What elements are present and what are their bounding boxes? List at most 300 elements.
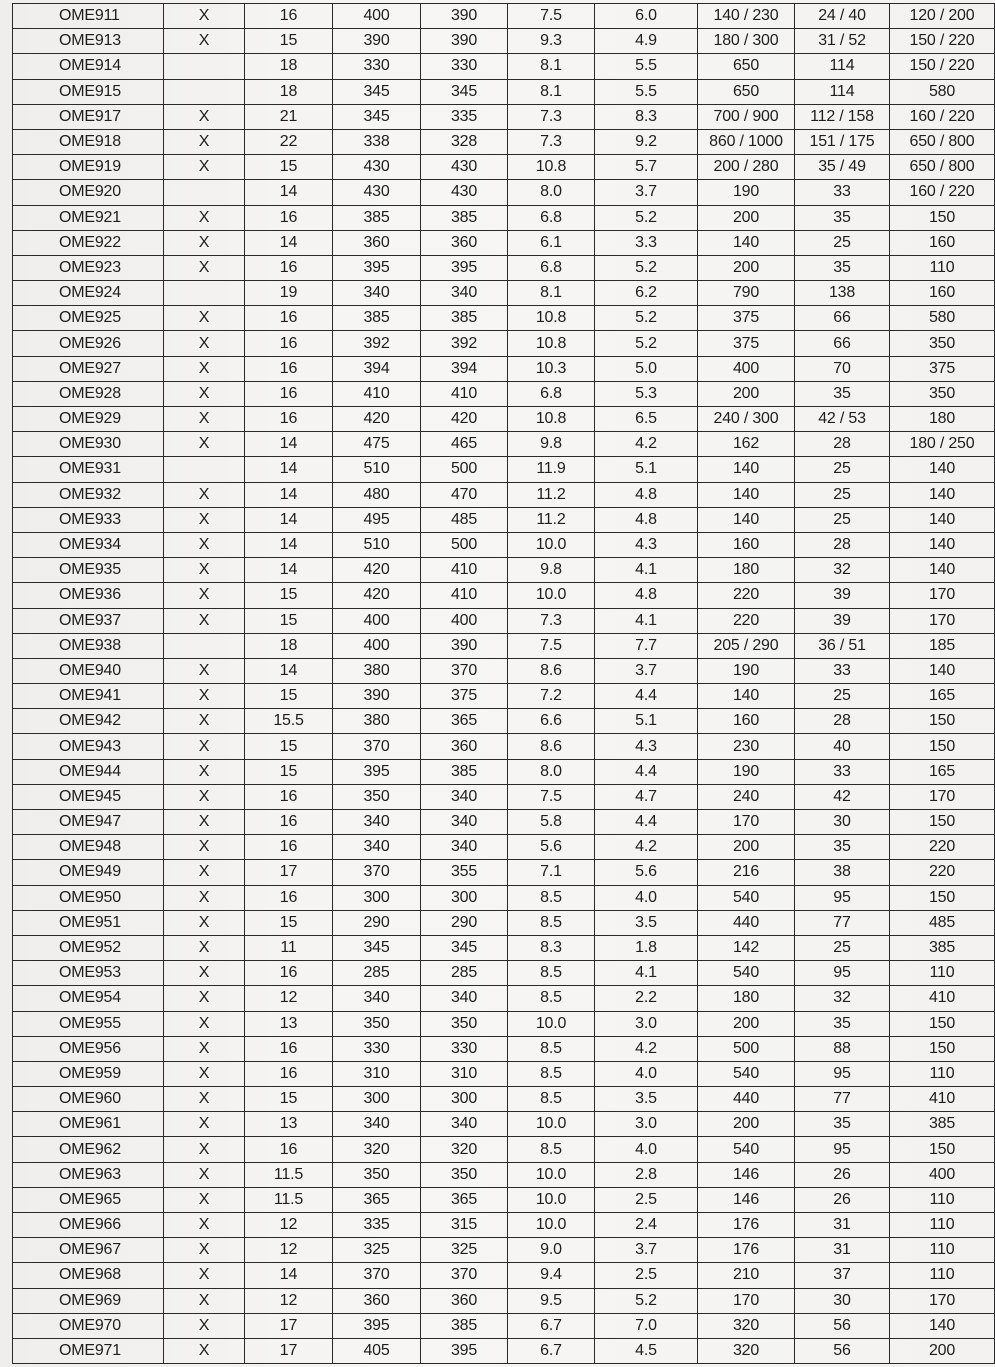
value-cell: 340	[421, 1112, 508, 1137]
value-cell: 3.3	[595, 230, 698, 255]
part-number-cell: OME925	[13, 306, 164, 331]
spring-spec-table	[12, 3, 995, 1364]
table-row	[13, 432, 995, 457]
part-number-cell: OME923	[13, 255, 164, 280]
value-cell: 42 / 53	[795, 407, 890, 432]
value-cell: 33	[795, 759, 890, 784]
value-cell: 10.0	[508, 1162, 595, 1187]
value-cell: 410	[421, 583, 508, 608]
value-cell: 18	[245, 79, 333, 104]
value-cell: 170	[890, 583, 995, 608]
value-cell: 8.5	[508, 1137, 595, 1162]
value-cell: 176	[698, 1238, 795, 1263]
value-cell: 650	[698, 54, 795, 79]
value-cell: 9.2	[595, 129, 698, 154]
table-row	[13, 885, 995, 910]
value-cell: 580	[890, 306, 995, 331]
value-cell: 365	[421, 1187, 508, 1212]
table-row	[13, 1162, 995, 1187]
value-cell: 410	[421, 381, 508, 406]
value-cell: 430	[333, 155, 421, 180]
value-cell: 4.4	[595, 759, 698, 784]
part-number-cell: OME927	[13, 356, 164, 381]
value-cell: 350	[890, 381, 995, 406]
value-cell: 7.3	[508, 104, 595, 129]
value-cell: 14	[245, 532, 333, 557]
value-cell: 500	[421, 532, 508, 557]
marker-cell: X	[164, 1238, 245, 1263]
value-cell: 160	[698, 532, 795, 557]
table-row	[13, 356, 995, 381]
value-cell: 10.0	[508, 583, 595, 608]
marker-cell: X	[164, 1288, 245, 1313]
part-number-cell: OME949	[13, 860, 164, 885]
table-row	[13, 1238, 995, 1263]
value-cell: 140	[698, 457, 795, 482]
value-cell: 3.0	[595, 1011, 698, 1036]
value-cell: 162	[698, 432, 795, 457]
value-cell: 8.1	[508, 79, 595, 104]
value-cell: 8.3	[595, 104, 698, 129]
value-cell: 475	[333, 432, 421, 457]
value-cell: 190	[698, 180, 795, 205]
value-cell: 140	[890, 658, 995, 683]
value-cell: 110	[890, 961, 995, 986]
value-cell: 210	[698, 1263, 795, 1288]
value-cell: 14	[245, 1263, 333, 1288]
value-cell: 4.1	[595, 608, 698, 633]
value-cell: 16	[245, 1061, 333, 1086]
marker-cell: X	[164, 1338, 245, 1363]
value-cell: 150 / 220	[890, 29, 995, 54]
part-number-cell: OME919	[13, 155, 164, 180]
value-cell: 390	[333, 29, 421, 54]
value-cell: 495	[333, 507, 421, 532]
value-cell: 650	[698, 79, 795, 104]
table-row	[13, 29, 995, 54]
value-cell: 19	[245, 281, 333, 306]
value-cell: 36 / 51	[795, 633, 890, 658]
table-row	[13, 1087, 995, 1112]
value-cell: 16	[245, 4, 333, 29]
marker-cell: X	[164, 986, 245, 1011]
marker-cell: X	[164, 885, 245, 910]
value-cell: 430	[421, 180, 508, 205]
table-row	[13, 558, 995, 583]
value-cell: 310	[333, 1061, 421, 1086]
part-number-cell: OME944	[13, 759, 164, 784]
value-cell: 8.5	[508, 1061, 595, 1086]
value-cell: 345	[333, 104, 421, 129]
value-cell: 325	[333, 1238, 421, 1263]
part-number-cell: OME954	[13, 986, 164, 1011]
value-cell: 16	[245, 356, 333, 381]
table-row	[13, 709, 995, 734]
marker-cell: X	[164, 709, 245, 734]
value-cell: 350	[890, 331, 995, 356]
value-cell: 392	[421, 331, 508, 356]
table-row	[13, 583, 995, 608]
value-cell: 9.8	[508, 558, 595, 583]
value-cell: 375	[698, 306, 795, 331]
value-cell: 16	[245, 784, 333, 809]
part-number-cell: OME915	[13, 79, 164, 104]
value-cell: 16	[245, 381, 333, 406]
marker-cell: X	[164, 558, 245, 583]
marker-cell: X	[164, 432, 245, 457]
value-cell: 390	[421, 4, 508, 29]
part-number-cell: OME960	[13, 1087, 164, 1112]
value-cell: 30	[795, 1288, 890, 1313]
table-row	[13, 381, 995, 406]
value-cell: 10.0	[508, 532, 595, 557]
value-cell: 180	[698, 558, 795, 583]
value-cell: 410	[890, 986, 995, 1011]
table-row	[13, 633, 995, 658]
value-cell: 290	[421, 910, 508, 935]
value-cell: 10.0	[508, 1112, 595, 1137]
marker-cell: X	[164, 684, 245, 709]
value-cell: 360	[421, 230, 508, 255]
value-cell: 13	[245, 1011, 333, 1036]
value-cell: 16	[245, 810, 333, 835]
value-cell: 4.0	[595, 885, 698, 910]
value-cell: 200	[698, 1112, 795, 1137]
value-cell: 385	[421, 1313, 508, 1338]
table-row	[13, 306, 995, 331]
value-cell: 15	[245, 608, 333, 633]
part-number-cell: OME966	[13, 1213, 164, 1238]
value-cell: 140 / 230	[698, 4, 795, 29]
value-cell: 395	[421, 255, 508, 280]
value-cell: 390	[421, 633, 508, 658]
marker-cell: X	[164, 1187, 245, 1212]
value-cell: 8.3	[508, 935, 595, 960]
part-number-cell: OME941	[13, 684, 164, 709]
value-cell: 140	[698, 482, 795, 507]
value-cell: 150	[890, 810, 995, 835]
value-cell: 200	[698, 835, 795, 860]
value-cell: 345	[421, 935, 508, 960]
part-number-cell: OME947	[13, 810, 164, 835]
value-cell: 4.4	[595, 684, 698, 709]
value-cell: 170	[698, 810, 795, 835]
value-cell: 200	[698, 205, 795, 230]
value-cell: 16	[245, 1137, 333, 1162]
value-cell: 114	[795, 54, 890, 79]
value-cell: 650 / 800	[890, 129, 995, 154]
value-cell: 15	[245, 29, 333, 54]
marker-cell: X	[164, 104, 245, 129]
value-cell: 300	[421, 1087, 508, 1112]
value-cell: 370	[421, 1263, 508, 1288]
table-row	[13, 532, 995, 557]
value-cell: 120 / 200	[890, 4, 995, 29]
value-cell: 5.2	[595, 1288, 698, 1313]
value-cell: 540	[698, 1061, 795, 1086]
value-cell: 160	[890, 281, 995, 306]
marker-cell: X	[164, 1162, 245, 1187]
value-cell: 95	[795, 961, 890, 986]
table-row	[13, 1338, 995, 1363]
value-cell: 7.2	[508, 684, 595, 709]
value-cell: 140	[698, 230, 795, 255]
value-cell: 385	[421, 759, 508, 784]
value-cell: 335	[421, 104, 508, 129]
marker-cell: X	[164, 155, 245, 180]
table-row	[13, 129, 995, 154]
marker-cell: X	[164, 407, 245, 432]
value-cell: 485	[890, 910, 995, 935]
value-cell: 340	[421, 810, 508, 835]
value-cell: 185	[890, 633, 995, 658]
value-cell: 10.3	[508, 356, 595, 381]
value-cell: 10.8	[508, 306, 595, 331]
value-cell: 6.1	[508, 230, 595, 255]
value-cell: 12	[245, 1238, 333, 1263]
marker-cell: X	[164, 306, 245, 331]
table-row	[13, 255, 995, 280]
value-cell: 14	[245, 230, 333, 255]
part-number-cell: OME918	[13, 129, 164, 154]
value-cell: 8.5	[508, 961, 595, 986]
value-cell: 150	[890, 734, 995, 759]
table-row	[13, 961, 995, 986]
value-cell: 4.8	[595, 482, 698, 507]
value-cell: 95	[795, 885, 890, 910]
value-cell: 410	[421, 558, 508, 583]
value-cell: 290	[333, 910, 421, 935]
value-cell: 385	[333, 205, 421, 230]
value-cell: 340	[421, 835, 508, 860]
value-cell: 11.2	[508, 507, 595, 532]
marker-cell: X	[164, 608, 245, 633]
part-number-cell: OME971	[13, 1338, 164, 1363]
value-cell: 42	[795, 784, 890, 809]
value-cell: 335	[333, 1213, 421, 1238]
value-cell: 580	[890, 79, 995, 104]
table-row	[13, 608, 995, 633]
value-cell: 400	[333, 633, 421, 658]
table-row	[13, 1213, 995, 1238]
value-cell: 25	[795, 457, 890, 482]
value-cell: 26	[795, 1162, 890, 1187]
value-cell: 180 / 250	[890, 432, 995, 457]
value-cell: 394	[333, 356, 421, 381]
part-number-cell: OME933	[13, 507, 164, 532]
value-cell: 21	[245, 104, 333, 129]
value-cell: 375	[421, 684, 508, 709]
value-cell: 390	[333, 684, 421, 709]
table-row	[13, 205, 995, 230]
value-cell: 12	[245, 1288, 333, 1313]
value-cell: 8.0	[508, 180, 595, 205]
value-cell: 16	[245, 205, 333, 230]
table-row	[13, 835, 995, 860]
value-cell: 15	[245, 734, 333, 759]
value-cell: 4.8	[595, 583, 698, 608]
value-cell: 370	[333, 734, 421, 759]
value-cell: 180	[890, 407, 995, 432]
value-cell: 165	[890, 759, 995, 784]
table-row	[13, 734, 995, 759]
value-cell: 56	[795, 1338, 890, 1363]
value-cell: 400	[333, 608, 421, 633]
value-cell: 10.0	[508, 1011, 595, 1036]
value-cell: 33	[795, 658, 890, 683]
value-cell: 146	[698, 1187, 795, 1212]
value-cell: 510	[333, 457, 421, 482]
part-number-cell: OME922	[13, 230, 164, 255]
value-cell: 35	[795, 381, 890, 406]
part-number-cell: OME943	[13, 734, 164, 759]
value-cell: 18	[245, 633, 333, 658]
table-row	[13, 230, 995, 255]
table-row	[13, 507, 995, 532]
value-cell: 9.0	[508, 1238, 595, 1263]
value-cell: 5.0	[595, 356, 698, 381]
value-cell: 345	[333, 79, 421, 104]
value-cell: 410	[890, 1087, 995, 1112]
value-cell: 77	[795, 910, 890, 935]
value-cell: 77	[795, 1087, 890, 1112]
table-row	[13, 684, 995, 709]
value-cell: 7.3	[508, 129, 595, 154]
part-number-cell: OME951	[13, 910, 164, 935]
value-cell: 170	[890, 784, 995, 809]
value-cell: 345	[333, 935, 421, 960]
value-cell: 3.5	[595, 910, 698, 935]
value-cell: 8.5	[508, 1036, 595, 1061]
value-cell: 11	[245, 935, 333, 960]
value-cell: 170	[890, 1288, 995, 1313]
value-cell: 4.9	[595, 29, 698, 54]
value-cell: 370	[333, 1263, 421, 1288]
value-cell: 11.5	[245, 1187, 333, 1212]
part-number-cell: OME969	[13, 1288, 164, 1313]
marker-cell: X	[164, 1061, 245, 1086]
value-cell: 14	[245, 558, 333, 583]
value-cell: 470	[421, 482, 508, 507]
value-cell: 2.2	[595, 986, 698, 1011]
value-cell: 39	[795, 583, 890, 608]
value-cell: 465	[421, 432, 508, 457]
value-cell: 3.7	[595, 1238, 698, 1263]
value-cell: 140	[698, 507, 795, 532]
value-cell: 16	[245, 961, 333, 986]
value-cell: 22	[245, 129, 333, 154]
table-row	[13, 658, 995, 683]
part-number-cell: OME940	[13, 658, 164, 683]
value-cell: 340	[421, 986, 508, 1011]
value-cell: 338	[333, 129, 421, 154]
value-cell: 4.5	[595, 1338, 698, 1363]
part-number-cell: OME967	[13, 1238, 164, 1263]
value-cell: 110	[890, 1061, 995, 1086]
value-cell: 400	[333, 4, 421, 29]
value-cell: 190	[698, 759, 795, 784]
value-cell: 340	[333, 986, 421, 1011]
value-cell: 16	[245, 255, 333, 280]
table-row	[13, 1187, 995, 1212]
value-cell: 8.0	[508, 759, 595, 784]
value-cell: 176	[698, 1213, 795, 1238]
marker-cell: X	[164, 1011, 245, 1036]
value-cell: 6.0	[595, 4, 698, 29]
value-cell: 395	[333, 255, 421, 280]
value-cell: 35	[795, 205, 890, 230]
part-number-cell: OME961	[13, 1112, 164, 1137]
value-cell: 13	[245, 1112, 333, 1137]
value-cell: 11.9	[508, 457, 595, 482]
value-cell: 5.7	[595, 155, 698, 180]
value-cell: 320	[698, 1338, 795, 1363]
value-cell: 340	[333, 810, 421, 835]
value-cell: 10.8	[508, 407, 595, 432]
value-cell: 330	[421, 54, 508, 79]
value-cell: 4.3	[595, 734, 698, 759]
value-cell: 485	[421, 507, 508, 532]
value-cell: 15	[245, 155, 333, 180]
value-cell: 150 / 220	[890, 54, 995, 79]
value-cell: 14	[245, 482, 333, 507]
value-cell: 110	[890, 1213, 995, 1238]
value-cell: 9.3	[508, 29, 595, 54]
value-cell: 15	[245, 1087, 333, 1112]
value-cell: 7.1	[508, 860, 595, 885]
value-cell: 140	[890, 457, 995, 482]
part-number-cell: OME928	[13, 381, 164, 406]
value-cell: 328	[421, 129, 508, 154]
value-cell: 350	[333, 1162, 421, 1187]
value-cell: 39	[795, 608, 890, 633]
value-cell: 4.0	[595, 1137, 698, 1162]
value-cell: 114	[795, 79, 890, 104]
value-cell: 25	[795, 230, 890, 255]
value-cell: 300	[333, 885, 421, 910]
value-cell: 15	[245, 684, 333, 709]
value-cell: 540	[698, 961, 795, 986]
value-cell: 6.8	[508, 255, 595, 280]
value-cell: 385	[421, 205, 508, 230]
part-number-cell: OME913	[13, 29, 164, 54]
value-cell: 32	[795, 986, 890, 1011]
value-cell: 9.4	[508, 1263, 595, 1288]
part-number-cell: OME970	[13, 1313, 164, 1338]
value-cell: 56	[795, 1313, 890, 1338]
value-cell: 420	[333, 583, 421, 608]
part-number-cell: OME911	[13, 4, 164, 29]
value-cell: 430	[421, 155, 508, 180]
value-cell: 5.5	[595, 54, 698, 79]
value-cell: 390	[421, 29, 508, 54]
value-cell: 7.3	[508, 608, 595, 633]
marker-cell: X	[164, 935, 245, 960]
value-cell: 340	[421, 281, 508, 306]
value-cell: 9.8	[508, 432, 595, 457]
value-cell: 16	[245, 1036, 333, 1061]
value-cell: 365	[421, 709, 508, 734]
value-cell: 110	[890, 255, 995, 280]
value-cell: 35	[795, 1112, 890, 1137]
value-cell: 37	[795, 1263, 890, 1288]
table-row	[13, 1288, 995, 1313]
value-cell: 392	[333, 331, 421, 356]
value-cell: 8.5	[508, 1087, 595, 1112]
marker-cell: X	[164, 1112, 245, 1137]
part-number-cell: OME959	[13, 1061, 164, 1086]
part-number-cell: OME956	[13, 1036, 164, 1061]
